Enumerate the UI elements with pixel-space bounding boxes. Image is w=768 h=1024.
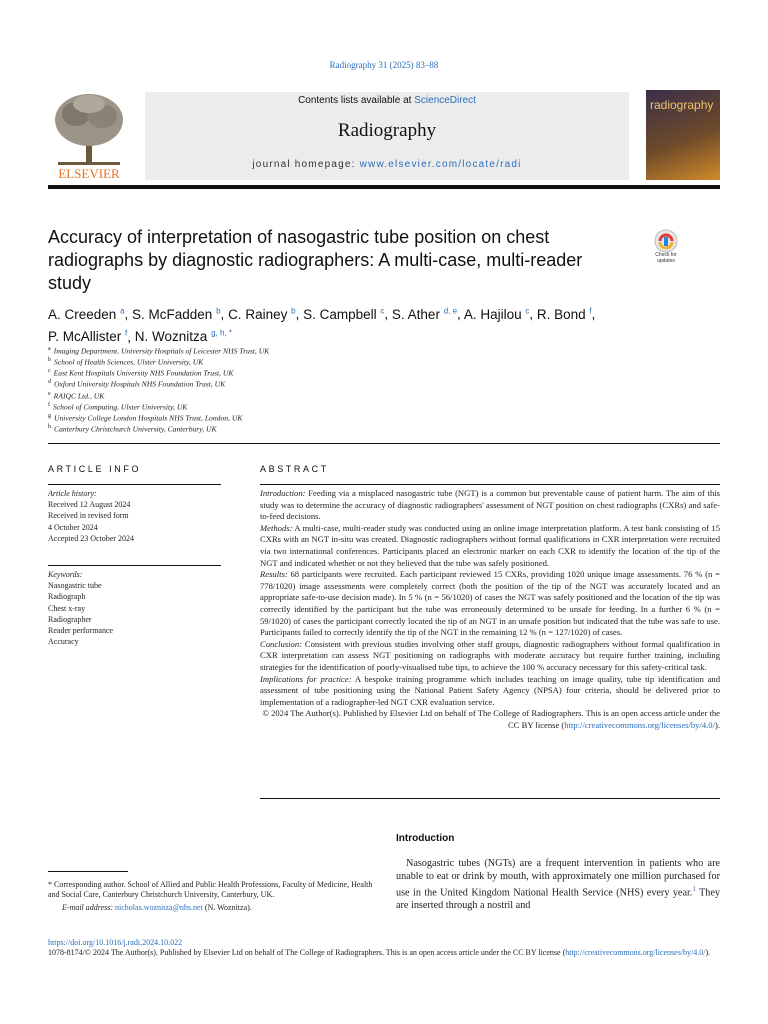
author[interactable]: A. Hajilou $^c$	[463, 306, 530, 322]
footnote-rule	[48, 871, 128, 872]
author[interactable]: N. Woznitza $^{g, h, *}$	[134, 328, 232, 344]
article-info-heading: ARTICLE INFO	[48, 464, 142, 474]
history-label: Article history:	[48, 489, 97, 498]
journal-name: Radiography	[337, 120, 437, 141]
author[interactable]: A. Creeden $^a$	[48, 306, 125, 322]
abstract-end-rule	[260, 798, 720, 799]
elsevier-logo[interactable]	[48, 90, 130, 182]
abstract-paragraph: Methods: A multi-case, multi-reader study was conducted using an online image interpretation platform. A test bank consisting of 15 CXRs with an NGT in-situ was created. Diagnostic radiographers without formal qualifications in CXR interpretation were recruited via two international conferences. Participants placed an electronic marker on each CXR to identify the location of the tip of the NGT and indicated whether or not they believed that the tube was safely positioned.	[260, 522, 720, 568]
author[interactable]: P. McAllister $^f$	[48, 328, 128, 344]
cc-license-link[interactable]: http://creativecommons.org/licenses/by/4.0/	[564, 719, 715, 730]
abstract-body	[260, 488, 720, 731]
doi-link[interactable]: https://doi.org/10.1016/j.radi.2024.10.022	[48, 938, 183, 947]
article-info-rule	[48, 484, 221, 485]
keywords-list	[48, 569, 221, 647]
keywords-rule	[48, 565, 221, 566]
corresponding-author-footnote: * Corresponding author. School of Allied and Public Health Professions, Faculty of Medicine, Health and Social Care, Canterbury Christchurch University, Canterbury, UK. E-mail address: nicholas.woznitza@nhs.net (N. Woznitza).	[48, 880, 373, 912]
keyword: Accuracy	[48, 637, 79, 647]
homepage-link[interactable]: www.elsevier.com/locate/radi	[359, 159, 522, 170]
journal-cover-image[interactable]	[646, 90, 720, 180]
history-item: Received 12 August 2024	[48, 500, 131, 510]
affiliation: $^f$ School of Computing, Ulster University, UK	[48, 401, 188, 412]
author[interactable]: S. Campbell $^c$	[303, 306, 385, 322]
cover-title: radiography	[650, 98, 714, 112]
author-list: A. Creeden $^a$, S. McFadden $^b$, C. Rainey $^b$, S. Campbell $^c$, S. Ather $^{d, e}$, A. Hajilou $^c$, R. Bond $^f$, P. McAllister $^f$, N. Woznitza $^{g, h, *}$	[48, 306, 596, 344]
affiliation: $^g$ University College London Hospitals NHS Trust, London, UK	[48, 412, 243, 423]
introduction-text: Nasogastric tubes (NGTs) are a frequent intervention in patients who are unable to eat or drink by mouth, with approximately one million purchased for use in the United Kingdom National Health Service (NHS) every year.$^1$ They are inserted through a nostril and	[396, 858, 721, 912]
introduction-heading: Introduction	[396, 833, 455, 844]
article-title: Accuracy of interpretation of nasogastric tube position on chest radiographs by diagnostic radiographers: A multi-case, multi-reader study	[48, 227, 583, 293]
author[interactable]: C. Rainey $^b$	[228, 306, 296, 322]
affiliation: $^b$ School of Health Sciences, Ulster University, UK	[48, 357, 204, 367]
abstract-rule	[260, 484, 720, 485]
history-item: Accepted 23 October 2024	[48, 533, 134, 543]
keyword: Radiographer	[48, 614, 92, 624]
contents-line: Contents lists available at ScienceDirect	[298, 95, 476, 106]
affiliation: $^e$ RAIQC Ltd., UK	[48, 390, 105, 401]
abstract-paragraph: Introduction: Feeding via a misplaced nasogastric tube (NGT) is a common but preventable cause of patient harm. The aim of this study was to determine the accuracy of diagnostic radiographers' assessment of NGT position on chest radiographs (CXRs) and safe-to-feed decisions.	[260, 488, 720, 522]
sciencedirect-link[interactable]: ScienceDirect	[414, 95, 476, 106]
section-divider	[48, 443, 720, 444]
copyright-line: 1078-8174/© 2024 The Author(s). Published by Elsevier Ltd on behalf of The College of Radiographers. This is an open access article under the CC BY license (http://creativecommons.org/licenses/by/4.0/).	[48, 948, 711, 957]
history-item: Received in revised form	[48, 511, 129, 521]
check-for-updates-badge[interactable]	[648, 228, 684, 266]
affiliation-list	[48, 345, 688, 434]
journal-masthead	[48, 90, 720, 182]
abstract-paragraph: Implications for practice: A bespoke training programme which includes teaching on image quality, tube tip identification and assessment of tube positioning using the National Patient Safety Agency (NPSA) four criteria, should be delivered prior to implementation of a radiographer-led NGT CXR evaluation service.	[260, 673, 721, 707]
journal-banner	[145, 92, 629, 180]
keyword: Reader performance	[48, 626, 114, 636]
author[interactable]: S. Ather $^{d, e}$	[391, 306, 458, 322]
abstract-paragraph: Conclusion: Consistent with previous studies involving other staff groups, diagnostic radiographers without formal qualification in CXR interpretation can assess NGT positioning on radiographs with moderate accuracy but require further training, including strategies for the identification of poorly-visualised tube tips, to achieve the 100 % accuracy necessary for this safety-critical task.	[260, 638, 720, 672]
email-line: E-mail address: nicholas.woznitza@nhs.net (N. Woznitza).	[62, 902, 252, 912]
email-link[interactable]: nicholas.woznitza@nhs.net	[115, 902, 203, 912]
affiliation: $^c$ East Kent Hospitals University NHS Foundation Trust, UK	[48, 368, 234, 378]
affiliation: $^h$ Canterbury Christchurch University, Canterbury, UK	[48, 423, 217, 434]
keyword: Chest x-ray	[48, 603, 86, 613]
abstract-copyright: © 2024 The Author(s). Published by Elsevier Ltd on behalf of The College of Radiographers. This is an open access article under the CC BY license (http://creativecommons.org/licenses/by/4.0/).	[262, 708, 720, 730]
author[interactable]: S. McFadden $^b$	[132, 306, 221, 322]
article-history	[48, 488, 221, 544]
keyword: Nasogastric tube	[48, 581, 102, 591]
elsevier-wordmark: ELSEVIER	[58, 166, 120, 181]
abstract-heading: ABSTRACT	[260, 464, 329, 474]
history-item: 4 October 2024	[48, 522, 98, 532]
affiliation: $^d$ Oxford University Hospitals NHS Foundation Trust, UK	[48, 379, 226, 389]
journal-homepage: journal homepage: www.elsevier.com/locate/radi	[252, 159, 522, 170]
header-rule	[48, 185, 720, 189]
keywords-label: Keywords:	[48, 570, 83, 579]
bottom-license-link[interactable]: http://creativecommons.org/licenses/by/4.0/	[565, 948, 706, 957]
journal-citation[interactable]: Radiography 31 (2025) 83–88	[329, 60, 439, 70]
check-updates-label: Check for updates	[655, 252, 677, 264]
affiliation: $^a$ Imaging Department, University Hospitals of Leicester NHS Trust, UK	[48, 346, 270, 356]
abstract-paragraph: Results: 68 participants were recruited. Each participant reviewed 15 CXRs, providing 1020 unique image assessments. 76 % (n = 778/1020) image assessments were completely correct (both the position of the tip of the NGT was accurately located and an appropriate safe-to-use decision made). In 5 % (n = 56/1020) of cases the NGT was safely positioned and the location of the tip was correctly identified by the participant but the tube was erroneously determined to be unsafe for feeding. In a further 6 % (n = 59/1020) of cases the participant correctly located the tip of an NGT in an unsafe position but indicated that the tube was safe to use. Participants failed to correctly identify the tip of the NGT in the remaining 12 % (n = 127/1020) of cases.	[260, 569, 720, 638]
author[interactable]: R. Bond $^f$	[536, 306, 592, 322]
reference-link[interactable]: 1	[692, 885, 696, 894]
keyword: Radiograph	[48, 592, 86, 602]
